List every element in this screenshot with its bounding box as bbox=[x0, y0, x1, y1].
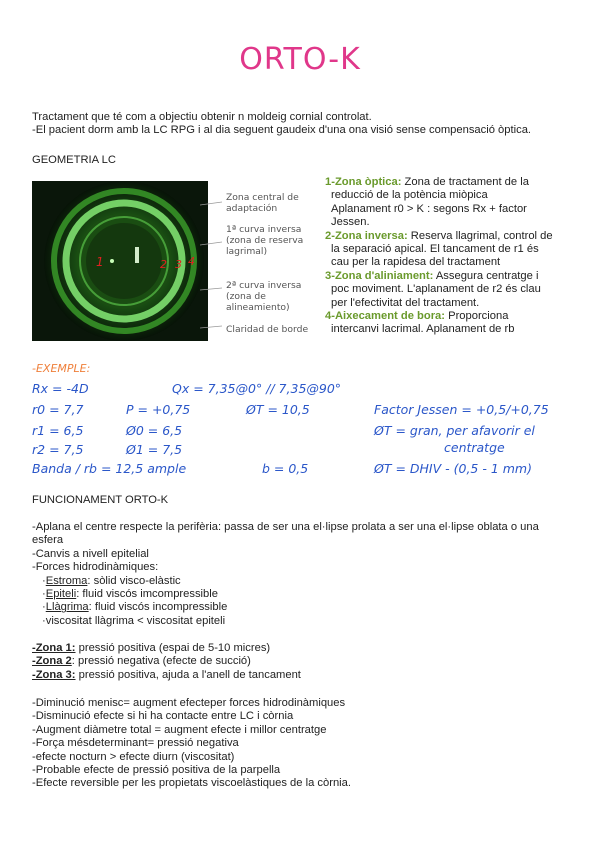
zone-number-1: 1 bbox=[96, 255, 104, 269]
effect-item: -Diminució menisc= augment efecteper forces hidrodinàmiques bbox=[32, 697, 346, 709]
zone-1-title: 1-Zona òptica: bbox=[325, 176, 402, 188]
zone-3-text: poc moviment. L'aplanament de r2 és clau bbox=[331, 283, 541, 296]
example-title: -EXEMPLE: bbox=[32, 362, 91, 375]
zone-2-title: 2-Zona inversa: bbox=[325, 229, 408, 242]
geometry-heading: GEOMETRIA LC bbox=[32, 154, 116, 166]
effect-item: -Força mésdeterminant= pressió negativa bbox=[32, 737, 239, 750]
image-label-edge: Claridad de borde bbox=[226, 324, 309, 335]
zone-item-2 bbox=[325, 230, 570, 270]
zone-4-title: 4-Aixecament de bora: bbox=[325, 310, 445, 323]
zone-number-3: 3 bbox=[175, 258, 182, 271]
func-force-llagrima: ·Llàgrima: fluid viscós incompressible bbox=[42, 601, 228, 614]
func-viscosity: ·viscositat llàgrima < viscositat epiteli bbox=[42, 614, 226, 627]
zone-item-4 bbox=[325, 310, 570, 337]
zone-1-text: Jessen. bbox=[331, 216, 370, 229]
force-term: Epiteli bbox=[45, 588, 77, 601]
zone-2-text: la separació apical. El tancament de r1 és bbox=[331, 243, 539, 256]
example-phi1: Ø1 = 7,5 bbox=[126, 442, 183, 457]
zone-item-1 bbox=[325, 176, 570, 230]
example-b: b = 0,5 bbox=[262, 461, 309, 476]
example-r2: r2 = 7,5 bbox=[32, 442, 84, 457]
example-band: Banda / rb = 12,5 ample bbox=[32, 461, 187, 476]
zone-4-text: intercanvi lacrimal. Aplanament de rb bbox=[331, 323, 515, 336]
pressure-zone-1 bbox=[32, 642, 577, 655]
image-label-inverse-2: 2ª curva inversa (zona de alineamiento) bbox=[226, 280, 302, 313]
force-desc: : fluid viscós imcompressible bbox=[76, 588, 218, 601]
zone-4-text: Proporciona bbox=[445, 310, 509, 323]
force-desc: : sòlid visco-elàstic bbox=[87, 574, 181, 587]
pressure-term: -Zona 2 bbox=[32, 655, 72, 668]
zone-number-4: 4 bbox=[188, 255, 195, 268]
pressure-desc: : pressió negativa (efecte de succió) bbox=[71, 655, 251, 668]
example-total-diameter: ØT = 10,5 bbox=[246, 402, 310, 417]
lens-photo bbox=[32, 181, 208, 341]
zone-1-text: reducció de la potència miòpica bbox=[331, 189, 488, 202]
pressure-term: -Zona 1: bbox=[32, 642, 76, 654]
example-centratge: centratge bbox=[444, 440, 505, 455]
pressure-term: -Zona 3: bbox=[32, 668, 76, 681]
image-label-central: Zona central de adaptación bbox=[226, 192, 299, 214]
example-r0: r0 = 7,7 bbox=[32, 402, 84, 417]
func-heading: FUNCIONAMENT ORTO-K bbox=[32, 494, 169, 506]
example-total-diameter-note: ØT = gran, per afavorir el bbox=[374, 423, 535, 438]
func-line: -Forces hidrodinàmiques: bbox=[32, 561, 159, 574]
zones-list bbox=[325, 176, 570, 337]
zone-1-text: Zona de tractament de la bbox=[401, 176, 529, 188]
pressure-zone-2 bbox=[32, 655, 577, 668]
zone-item-3 bbox=[325, 270, 570, 310]
func-force-epiteli: ·Epiteli: fluid viscós imcompressible bbox=[42, 588, 218, 601]
pressure-zone-3 bbox=[32, 669, 577, 682]
effect-item: -Efecte reversible per les propietats viscoelàstiques de la còrnia. bbox=[32, 777, 352, 790]
zone-1-text: Aplanament r0 > K : segons Rx + factor bbox=[331, 202, 527, 215]
page-title: ORTO-K bbox=[239, 42, 361, 77]
example-phi0: Ø0 = 6,5 bbox=[126, 423, 183, 438]
zone-number-2: 2 bbox=[160, 258, 167, 271]
force-term: Estroma bbox=[45, 574, 88, 587]
example-jessen-factor: Factor Jessen = +0,5/+0,75 bbox=[374, 402, 549, 417]
effect-item: -efecte nocturn > efecte diurn (viscositat) bbox=[32, 750, 235, 763]
pressure-section bbox=[32, 642, 577, 682]
image-label-inverse-1: 1ª curva inversa (zona de reserva lagrimal) bbox=[226, 224, 304, 257]
effect-item: -Probable efecte de pressió positiva de la parpella bbox=[32, 764, 281, 777]
zone-3-text: per l'efectivitat del tractament. bbox=[331, 296, 480, 309]
example-rx: Rx = -4D bbox=[32, 381, 89, 396]
func-section bbox=[32, 521, 577, 628]
func-line: esfera bbox=[32, 534, 64, 547]
zone-2-text: cau per la rapidesa del tractament bbox=[331, 256, 501, 269]
example-power: P = +0,75 bbox=[126, 402, 191, 417]
intro-line-2: -El pacient dorm amb la LC RPG i al dia seguent gaudeix d'una ona visió sense compensació òptica. bbox=[32, 124, 532, 136]
force-term: Llàgrima bbox=[45, 601, 89, 614]
func-force-estroma: ·Estroma: sòlid visco-elàstic bbox=[42, 574, 181, 587]
example-qx: Qx = 7,35@0° // 7,35@90° bbox=[172, 381, 342, 396]
effect-item: -Augment diàmetre total = augment efecte i millor centratge bbox=[32, 723, 327, 736]
pressure-desc: pressió positiva, ajuda a l'anell de tancament bbox=[75, 668, 301, 681]
zone-3-text: Assegura centratge i bbox=[433, 269, 539, 282]
force-desc: : fluid viscós incompressible bbox=[88, 601, 228, 614]
zone-3-title: 3-Zona d'aliniament: bbox=[325, 269, 434, 282]
example-total-diameter-dhiv: ØT = DHIV - (0,5 - 1 mm) bbox=[374, 461, 532, 476]
zone-2-text: Reserva llagrimal, control de bbox=[407, 229, 553, 242]
pressure-desc: pressió positiva (espai de 5-10 micres) bbox=[75, 642, 271, 654]
intro-line-1: Tractament que té com a objectiu obtenir n moldeig cornial controlat. bbox=[32, 111, 372, 123]
func-line: -Aplana el centre respecte la perifèria: passa de ser una el·lipse prolata a ser una el·lipse oblata o una bbox=[32, 521, 539, 533]
example-r1: r1 = 6,5 bbox=[32, 423, 84, 438]
func-line: -Canvis a nivell epitelial bbox=[32, 547, 149, 560]
effect-item: -Disminució efecte si hi ha contacte entre LC i còrnia bbox=[32, 710, 294, 723]
effects-section bbox=[32, 697, 577, 791]
